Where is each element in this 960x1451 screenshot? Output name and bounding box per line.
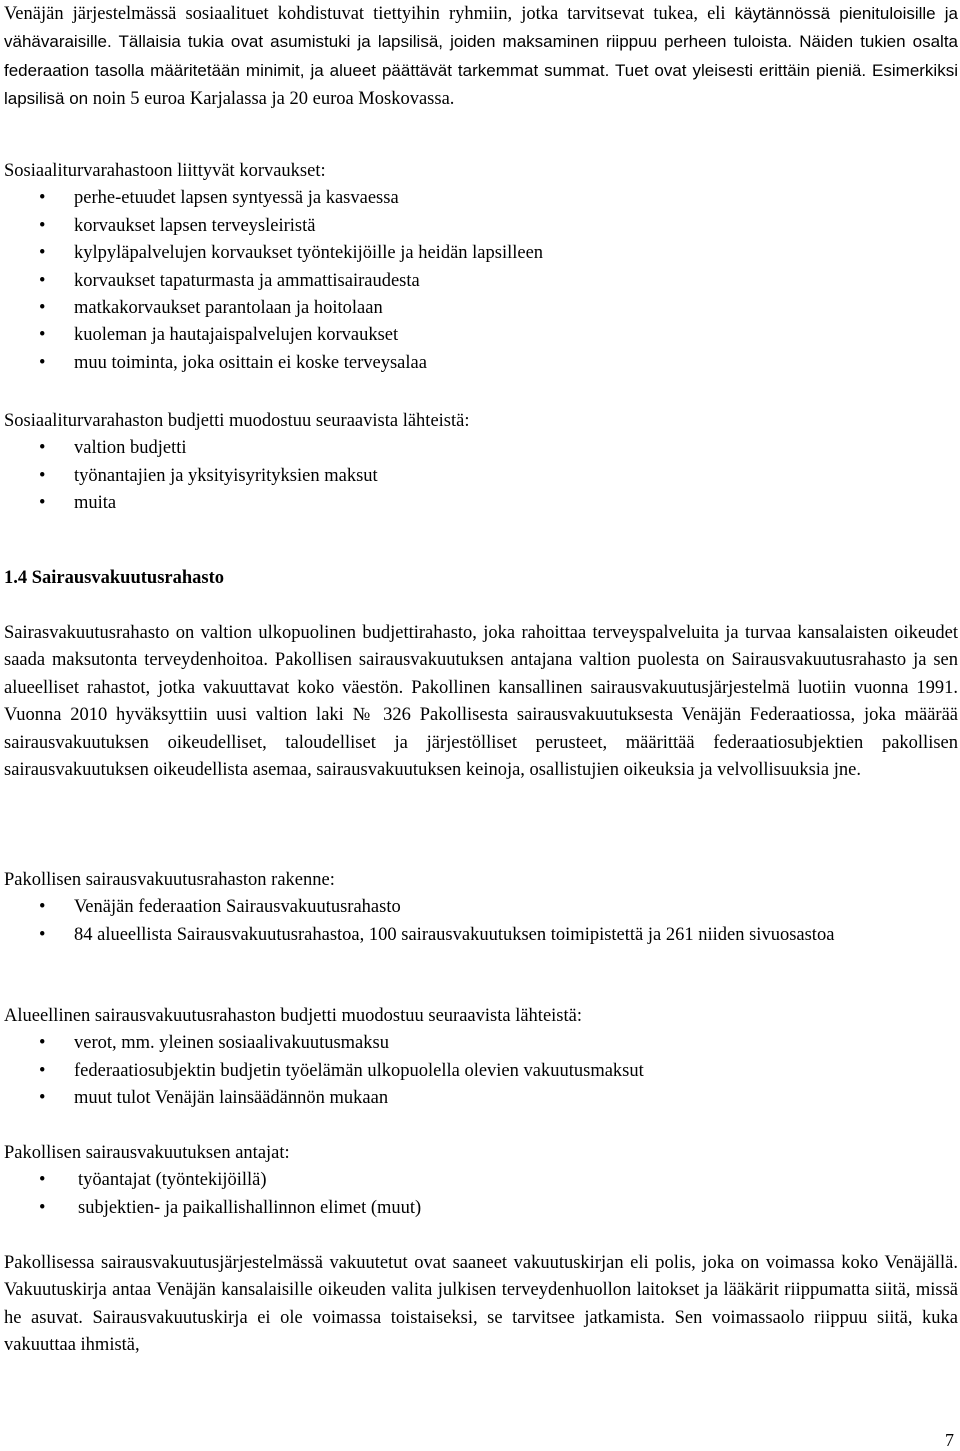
- list-item: • verot, mm. yleinen sosiaalivakuutusmaksu: [4, 1030, 958, 1057]
- bullet-icon: •: [39, 493, 46, 514]
- list-item: • kylpyläpalvelujen korvaukset työntekijöille ja heidän lapsilleen: [4, 240, 958, 267]
- regional-budget-section: [4, 1003, 958, 1113]
- bullet-icon: •: [39, 1060, 46, 1081]
- structure-section: [4, 867, 958, 949]
- bullet-icon: •: [39, 1088, 46, 1109]
- list-item: • muut tulot Venäjän lainsäädännön mukaan: [4, 1085, 958, 1112]
- providers-intro: Pakollisen sairausvakuutuksen antajat:: [4, 1143, 290, 1163]
- intro-serif-end: noin 5 euroa Karjalassa ja 20 euroa Moskovassa.: [92, 89, 455, 110]
- page-number: 7: [945, 1430, 954, 1450]
- providers-section: [4, 1140, 958, 1222]
- regional-budget-list: [4, 1030, 958, 1112]
- intro-sans-text: käytännössä pienituloisille ja vähävaraisille. Tällaisia tukia ovat asumistuki ja lapsilisä, joiden maksaminen riippuu perheen tuloista. Näiden tukien osalta federaation tasolla määritetään minimit, ja alueet päättävät tarkemmat summat. Tuet ovat yleisesti erittäin pieniä. Esimerkiksi lapsilisä on: [4, 4, 959, 109]
- list-item: • kuoleman ja hautajaispalvelujen korvaukset: [4, 322, 958, 349]
- bullet-icon: •: [39, 1033, 46, 1054]
- social-budget-section: [4, 408, 958, 518]
- intro-serif-line: Venäjän järjestelmässä sosiaalituet kohdistuvat tiettyihin ryhmiin, jotka tarvitsevat tukea, eli: [4, 4, 726, 24]
- bullet-icon: •: [39, 1197, 46, 1218]
- intro-paragraph: [4, 0, 958, 114]
- list-item: • perhe-etuudet lapsen syntyessä ja kasvaessa: [4, 185, 958, 212]
- insurance-card-paragraph: Pakollisessa sairausvakuutusjärjestelmässä vakuutetut ovat saaneet vakuutuskirjan eli polis, joka on voimassa koko Venäjällä. Vakuutuskirja antaa Venäjän kansalaisille oikeuden valita julkisen terveydenhuollon laitokset ja lääkärit riippumatta siitä, missä he asuvat. Sairausvakuutuskirja ei ole voimassa toistaiseksi, se tarvitsee jatkamista. Sen voimassaolo riippuu siitä, kuka vakuuttaa ihmistä,: [4, 1253, 958, 1356]
- section-heading: [4, 565, 958, 592]
- list-item: • matkakorvaukset parantolaan ja hoitolaan: [4, 295, 958, 322]
- bullet-icon: •: [39, 298, 46, 319]
- bullet-icon: •: [39, 924, 46, 945]
- list-item: • työantajat (työntekijöillä): [4, 1167, 958, 1194]
- providers-list: [4, 1167, 958, 1222]
- bullet-icon: •: [39, 897, 46, 918]
- list-item: • muu toiminta, joka osittain ei koske terveysalaa: [4, 350, 958, 377]
- list-item: • federaatiosubjektin budjetin työelämän ulkopuolella olevien vakuutusmaksut: [4, 1058, 958, 1085]
- social-budget-list: [4, 435, 958, 517]
- section-number: 1.4: [4, 568, 28, 588]
- list-item: • korvaukset tapaturmasta ja ammattisairaudesta: [4, 268, 958, 295]
- structure-intro: Pakollisen sairausvakuutusrahaston rakenne:: [4, 870, 335, 890]
- list-item: • muita: [4, 490, 958, 517]
- social-fund-list: [4, 185, 958, 377]
- section-title: Sairausvakuutusrahasto: [31, 568, 225, 588]
- list-item: • subjektien- ja paikallishallinnon elimet (muut): [4, 1195, 958, 1222]
- social-fund-intro: Sosiaaliturvarahastoon liittyvät korvaukset:: [4, 161, 326, 181]
- bullet-icon: •: [39, 270, 46, 291]
- social-budget-intro: Sosiaaliturvarahaston budjetti muodostuu seuraavista lähteistä:: [4, 411, 470, 431]
- list-item: • valtion budjetti: [4, 435, 958, 462]
- social-fund-list-section: [4, 158, 958, 377]
- bullet-icon: •: [39, 215, 46, 236]
- bullet-icon: •: [39, 465, 46, 486]
- bullet-icon: •: [39, 188, 46, 209]
- bullet-icon: •: [39, 352, 46, 373]
- list-item: • korvaukset lapsen terveysleiristä: [4, 213, 958, 240]
- list-item: • Venäjän federaation Sairausvakuutusrahasto: [4, 894, 958, 921]
- bullet-icon: •: [39, 325, 46, 346]
- bullet-icon: •: [39, 243, 46, 264]
- fund-paragraph: Sairasvakuutusrahasto on valtion ulkopuolinen budjettirahasto, joka rahoittaa terveyspalveluita ja turvaa kansalaisten oikeudet saada maksutonta terveydenhoitoa. Pakollisen sairausvakuutuksen antajana valtion puolesta on Sairausvakuutusrahasto ja sen alueelliset rahastot, jotka vakuuttavat koko väestön. Pakollinen kansallinen sairausvakuutusjärjestelmä luotiin vuonna 1991. Vuonna 2010 hyväksyttiin uusi valtion laki № 326 Pakollisesta sairausvakuutuksesta Venäjän Federaatiossa, joka määrää sairausvakuutuksen oikeudelliset, taloudelliset ja järjestölliset perusteet, määrittää federaatiosubjektien pakollisen sairausvakuutuksen oikeudellista asemaa, sairausvakuutuksen keinoja, osallistujien oikeuksia ja velvollisuuksia jne.: [4, 623, 958, 781]
- regional-budget-intro: Alueellinen sairausvakuutusrahaston budjetti muodostuu seuraavista lähteistä:: [4, 1006, 582, 1026]
- list-item: • työnantajien ja yksityisyrityksien maksut: [4, 463, 958, 490]
- bullet-icon: •: [39, 438, 46, 459]
- bullet-icon: •: [39, 1170, 46, 1191]
- list-item: • 84 alueellista Sairausvakuutusrahastoa, 100 sairausvakuutuksen toimipistettä ja 261 niiden sivuosastoa: [4, 922, 958, 949]
- structure-list: [4, 894, 958, 949]
